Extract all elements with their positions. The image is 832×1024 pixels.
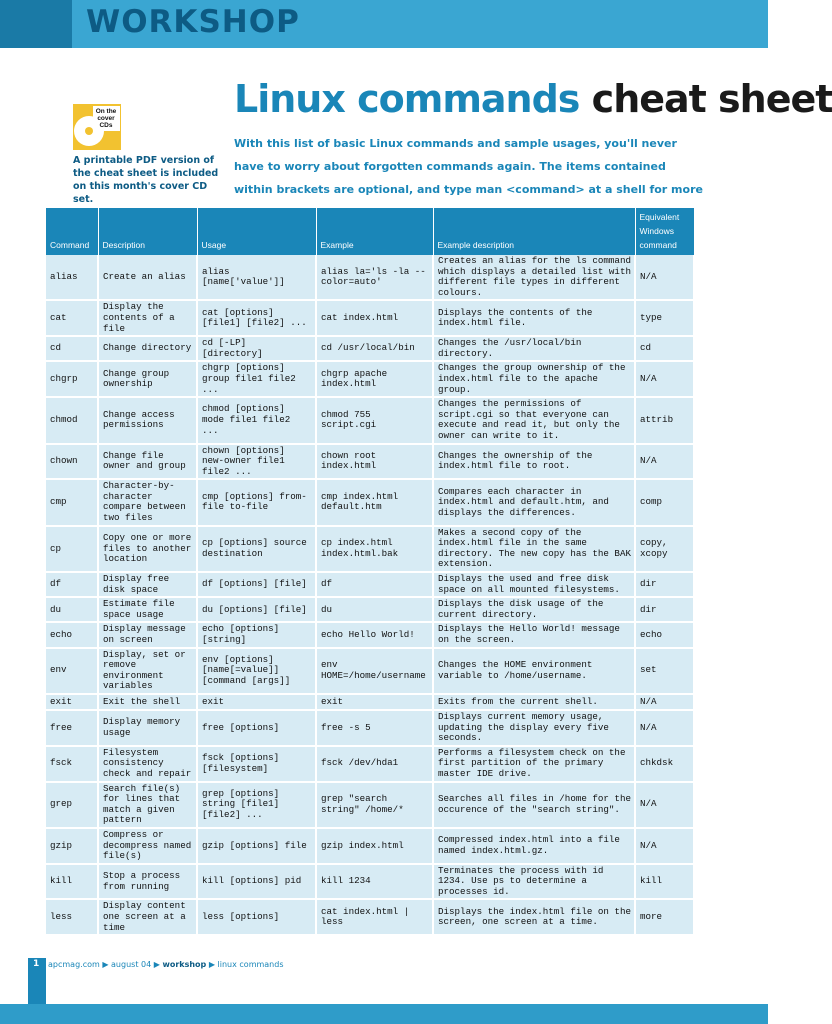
cell-command: chown (46, 444, 98, 480)
footer-section: workshop (162, 960, 207, 969)
cell-description: Display content one screen at a time (98, 899, 197, 935)
cell-windows-equivalent: cd (635, 336, 694, 361)
cell-example-description: Makes a second copy of the index.html file in the same directory. The new copy has the BAK extension. (433, 526, 635, 572)
page-title (234, 77, 832, 121)
cell-description: Display the contents of a file (98, 300, 197, 336)
footer-topic: linux commands (217, 960, 284, 969)
cell-usage: gzip [options] file (197, 828, 316, 864)
cell-windows-equivalent: N/A (635, 828, 694, 864)
cell-description: Character-by-character compare between two files (98, 479, 197, 525)
cell-usage: cat [options] [file1] [file2] ... (197, 300, 316, 336)
cell-description: Display memory usage (98, 710, 197, 746)
cell-windows-equivalent: echo (635, 622, 694, 647)
cell-command: exit (46, 694, 98, 710)
cell-description: Stop a process from running (98, 864, 197, 900)
cell-command: df (46, 572, 98, 597)
header-command: Command (46, 208, 98, 255)
cell-usage: chmod [options] mode file1 file2 ... (197, 397, 316, 443)
cell-windows-equivalent: set (635, 648, 694, 694)
title-part-2: cheat sheet (591, 77, 832, 121)
table-row (46, 622, 694, 647)
cell-description: Copy one or more files to another location (98, 526, 197, 572)
cell-usage: alias [name['value']] (197, 255, 316, 300)
cell-example-description: Changes the permissions of script.cgi so that everyone can execute and read it, but only the owner can write to it. (433, 397, 635, 443)
section-label: WORKSHOP (86, 4, 300, 40)
cell-example: chgrp apache index.html (316, 361, 433, 397)
cell-command: echo (46, 622, 98, 647)
table-row (46, 255, 694, 300)
table-row (46, 694, 694, 710)
cell-example: chown root index.html (316, 444, 433, 480)
cd-logo-text-line-1: On the (95, 108, 117, 115)
commands-table (46, 208, 695, 936)
cell-description: Change group ownership (98, 361, 197, 397)
table-row (46, 864, 694, 900)
cell-command: du (46, 597, 98, 622)
cell-windows-equivalent: N/A (635, 255, 694, 300)
cell-example: cp index.html index.html.bak (316, 526, 433, 572)
cell-example: cd /usr/local/bin (316, 336, 433, 361)
cell-windows-equivalent: kill (635, 864, 694, 900)
cell-usage: du [options] [file] (197, 597, 316, 622)
cell-example-description: Terminates the process with id 1234. Use ps to determine a processes id. (433, 864, 635, 900)
cell-command: grep (46, 782, 98, 828)
cell-usage: fsck [options] [filesystem] (197, 746, 316, 782)
table-row (46, 899, 694, 935)
cell-example-description: Changes the /usr/local/bin directory. (433, 336, 635, 361)
cell-windows-equivalent: chkdsk (635, 746, 694, 782)
table-header-row (46, 208, 694, 255)
cell-command: kill (46, 864, 98, 900)
footer-breadcrumb (48, 960, 284, 969)
cell-usage: grep [options] string [file1] [file2] ... (197, 782, 316, 828)
cell-usage: df [options] [file] (197, 572, 316, 597)
cell-command: free (46, 710, 98, 746)
cell-windows-equivalent: comp (635, 479, 694, 525)
cell-example: grep "search string" /home/* (316, 782, 433, 828)
banner-left-tab (0, 0, 72, 48)
header-example: Example (316, 208, 433, 255)
cell-example: gzip index.html (316, 828, 433, 864)
cell-example: alias la='ls -la --color=auto' (316, 255, 433, 300)
cell-example: chmod 755 script.cgi (316, 397, 433, 443)
cell-usage: cd [-LP] [directory] (197, 336, 316, 361)
header-example-description: Example description (433, 208, 635, 255)
cell-command: less (46, 899, 98, 935)
cell-windows-equivalent: N/A (635, 444, 694, 480)
cell-usage: chown [options] new-owner file1 file2 ... (197, 444, 316, 480)
cell-example-description: Changes the group ownership of the index.html file to the apache group. (433, 361, 635, 397)
cell-example-description: Searches all files in /home for the occurence of the "search string". (433, 782, 635, 828)
cell-description: Change file owner and group (98, 444, 197, 480)
cell-windows-equivalent: dir (635, 597, 694, 622)
cell-windows-equivalent: N/A (635, 694, 694, 710)
cell-command: chmod (46, 397, 98, 443)
cell-command: alias (46, 255, 98, 300)
cell-example-description: Performs a filesystem check on the first partition of the primary master IDE drive. (433, 746, 635, 782)
cell-command: cat (46, 300, 98, 336)
table-row (46, 710, 694, 746)
cell-command: cp (46, 526, 98, 572)
cell-windows-equivalent: dir (635, 572, 694, 597)
cell-description: Display, set or remove environment variables (98, 648, 197, 694)
cell-example: echo Hello World! (316, 622, 433, 647)
table-row (46, 782, 694, 828)
cell-windows-equivalent: type (635, 300, 694, 336)
intro-paragraph: With this list of basic Linux commands and sample usages, you'll never have to worry about forgotten commands again. The items contained within brackets are optional, and type man <command> at a shell for more (234, 137, 703, 196)
cell-example-description: Exits from the current shell. (433, 694, 635, 710)
cell-description: Estimate file space usage (98, 597, 197, 622)
cell-usage: echo [options] [string] (197, 622, 316, 647)
table-row (46, 597, 694, 622)
cell-usage: kill [options] pid (197, 864, 316, 900)
footer-arrow-icon: ▶ (102, 960, 109, 969)
cell-windows-equivalent: more (635, 899, 694, 935)
cell-example: du (316, 597, 433, 622)
cell-description: Search file(s) for lines that match a given pattern (98, 782, 197, 828)
cell-example-description: Displays the Hello World! message on the screen. (433, 622, 635, 647)
table-row (46, 444, 694, 480)
cell-example: free -s 5 (316, 710, 433, 746)
table-row (46, 526, 694, 572)
cell-example-description: Compressed index.html into a file named index.html.gz. (433, 828, 635, 864)
cell-description: Display free disk space (98, 572, 197, 597)
cell-description: Compress or decompress named file(s) (98, 828, 197, 864)
cover-cd-note: A printable PDF version of the cheat sheet is included on this month's cover CD set. (73, 155, 219, 205)
cell-description: Exit the shell (98, 694, 197, 710)
footer-issue: august 04 (111, 960, 152, 969)
cell-command: env (46, 648, 98, 694)
cell-example-description: Displays the used and free disk space on all mounted filesystems. (433, 572, 635, 597)
footer-arrow-icon: ▶ (208, 960, 215, 969)
table-body (46, 255, 694, 935)
table-row (46, 361, 694, 397)
cell-usage: less [options] (197, 899, 316, 935)
footer-arrow-icon: ▶ (153, 960, 160, 969)
cell-windows-equivalent: copy, xcopy (635, 526, 694, 572)
cell-windows-equivalent: N/A (635, 782, 694, 828)
cell-usage: cp [options] source destination (197, 526, 316, 572)
table-row (46, 572, 694, 597)
cell-description: Create an alias (98, 255, 197, 300)
cell-command: gzip (46, 828, 98, 864)
table-row (46, 479, 694, 525)
cell-description: Change directory (98, 336, 197, 361)
cell-description: Change access permissions (98, 397, 197, 443)
header-usage: Usage (197, 208, 316, 255)
cell-example: env HOME=/home/username (316, 648, 433, 694)
cell-example: exit (316, 694, 433, 710)
table-row (46, 397, 694, 443)
cell-description: Display message on screen (98, 622, 197, 647)
bottom-strip (0, 1004, 768, 1024)
cell-example: df (316, 572, 433, 597)
cell-usage: chgrp [options] group file1 file2 ... (197, 361, 316, 397)
cell-example-description: Creates an alias for the ls command which displays a detailed list with different file types in different colours. (433, 255, 635, 300)
cover-cd-logo (73, 104, 121, 150)
cell-windows-equivalent: N/A (635, 361, 694, 397)
cell-example-description: Displays the contents of the index.html file. (433, 300, 635, 336)
cell-command: fsck (46, 746, 98, 782)
cell-description: Filesystem consistency check and repair (98, 746, 197, 782)
cell-usage: exit (197, 694, 316, 710)
cell-usage: free [options] (197, 710, 316, 746)
title-part-1: Linux commands (234, 77, 580, 121)
cd-logo-text-line-3: CDs (99, 122, 113, 129)
cell-command: cd (46, 336, 98, 361)
cell-usage: cmp [options] from-file to-file (197, 479, 316, 525)
footer-site: apcmag.com (48, 960, 100, 969)
table-row (46, 300, 694, 336)
cell-usage: env [options] [name[=value]] [command [args]] (197, 648, 316, 694)
cell-windows-equivalent: attrib (635, 397, 694, 443)
cell-example-description: Changes the HOME environment variable to /home/username. (433, 648, 635, 694)
header-windows-equivalent: Equivalent Windows command (635, 208, 694, 255)
header-description: Description (98, 208, 197, 255)
table-row (46, 648, 694, 694)
footer-page-number: 1 (33, 959, 40, 969)
cd-logo-text-line-2: cover (97, 115, 115, 122)
table-row (46, 336, 694, 361)
cell-example-description: Displays the index.html file on the screen, one screen at a time. (433, 899, 635, 935)
cell-example: cat index.html (316, 300, 433, 336)
cell-example-description: Displays current memory usage, updating the display every five seconds. (433, 710, 635, 746)
cell-example: cat index.html | less (316, 899, 433, 935)
cell-example: cmp index.html default.htm (316, 479, 433, 525)
cell-example: fsck /dev/hda1 (316, 746, 433, 782)
cell-command: chgrp (46, 361, 98, 397)
cell-example: kill 1234 (316, 864, 433, 900)
cell-example-description: Changes the ownership of the index.html file to root. (433, 444, 635, 480)
cell-example-description: Compares each character in index.html and default.htm, and displays the differences. (433, 479, 635, 525)
cell-command: cmp (46, 479, 98, 525)
table-row (46, 828, 694, 864)
cell-example-description: Displays the disk usage of the current directory. (433, 597, 635, 622)
cell-windows-equivalent: N/A (635, 710, 694, 746)
table-row (46, 746, 694, 782)
